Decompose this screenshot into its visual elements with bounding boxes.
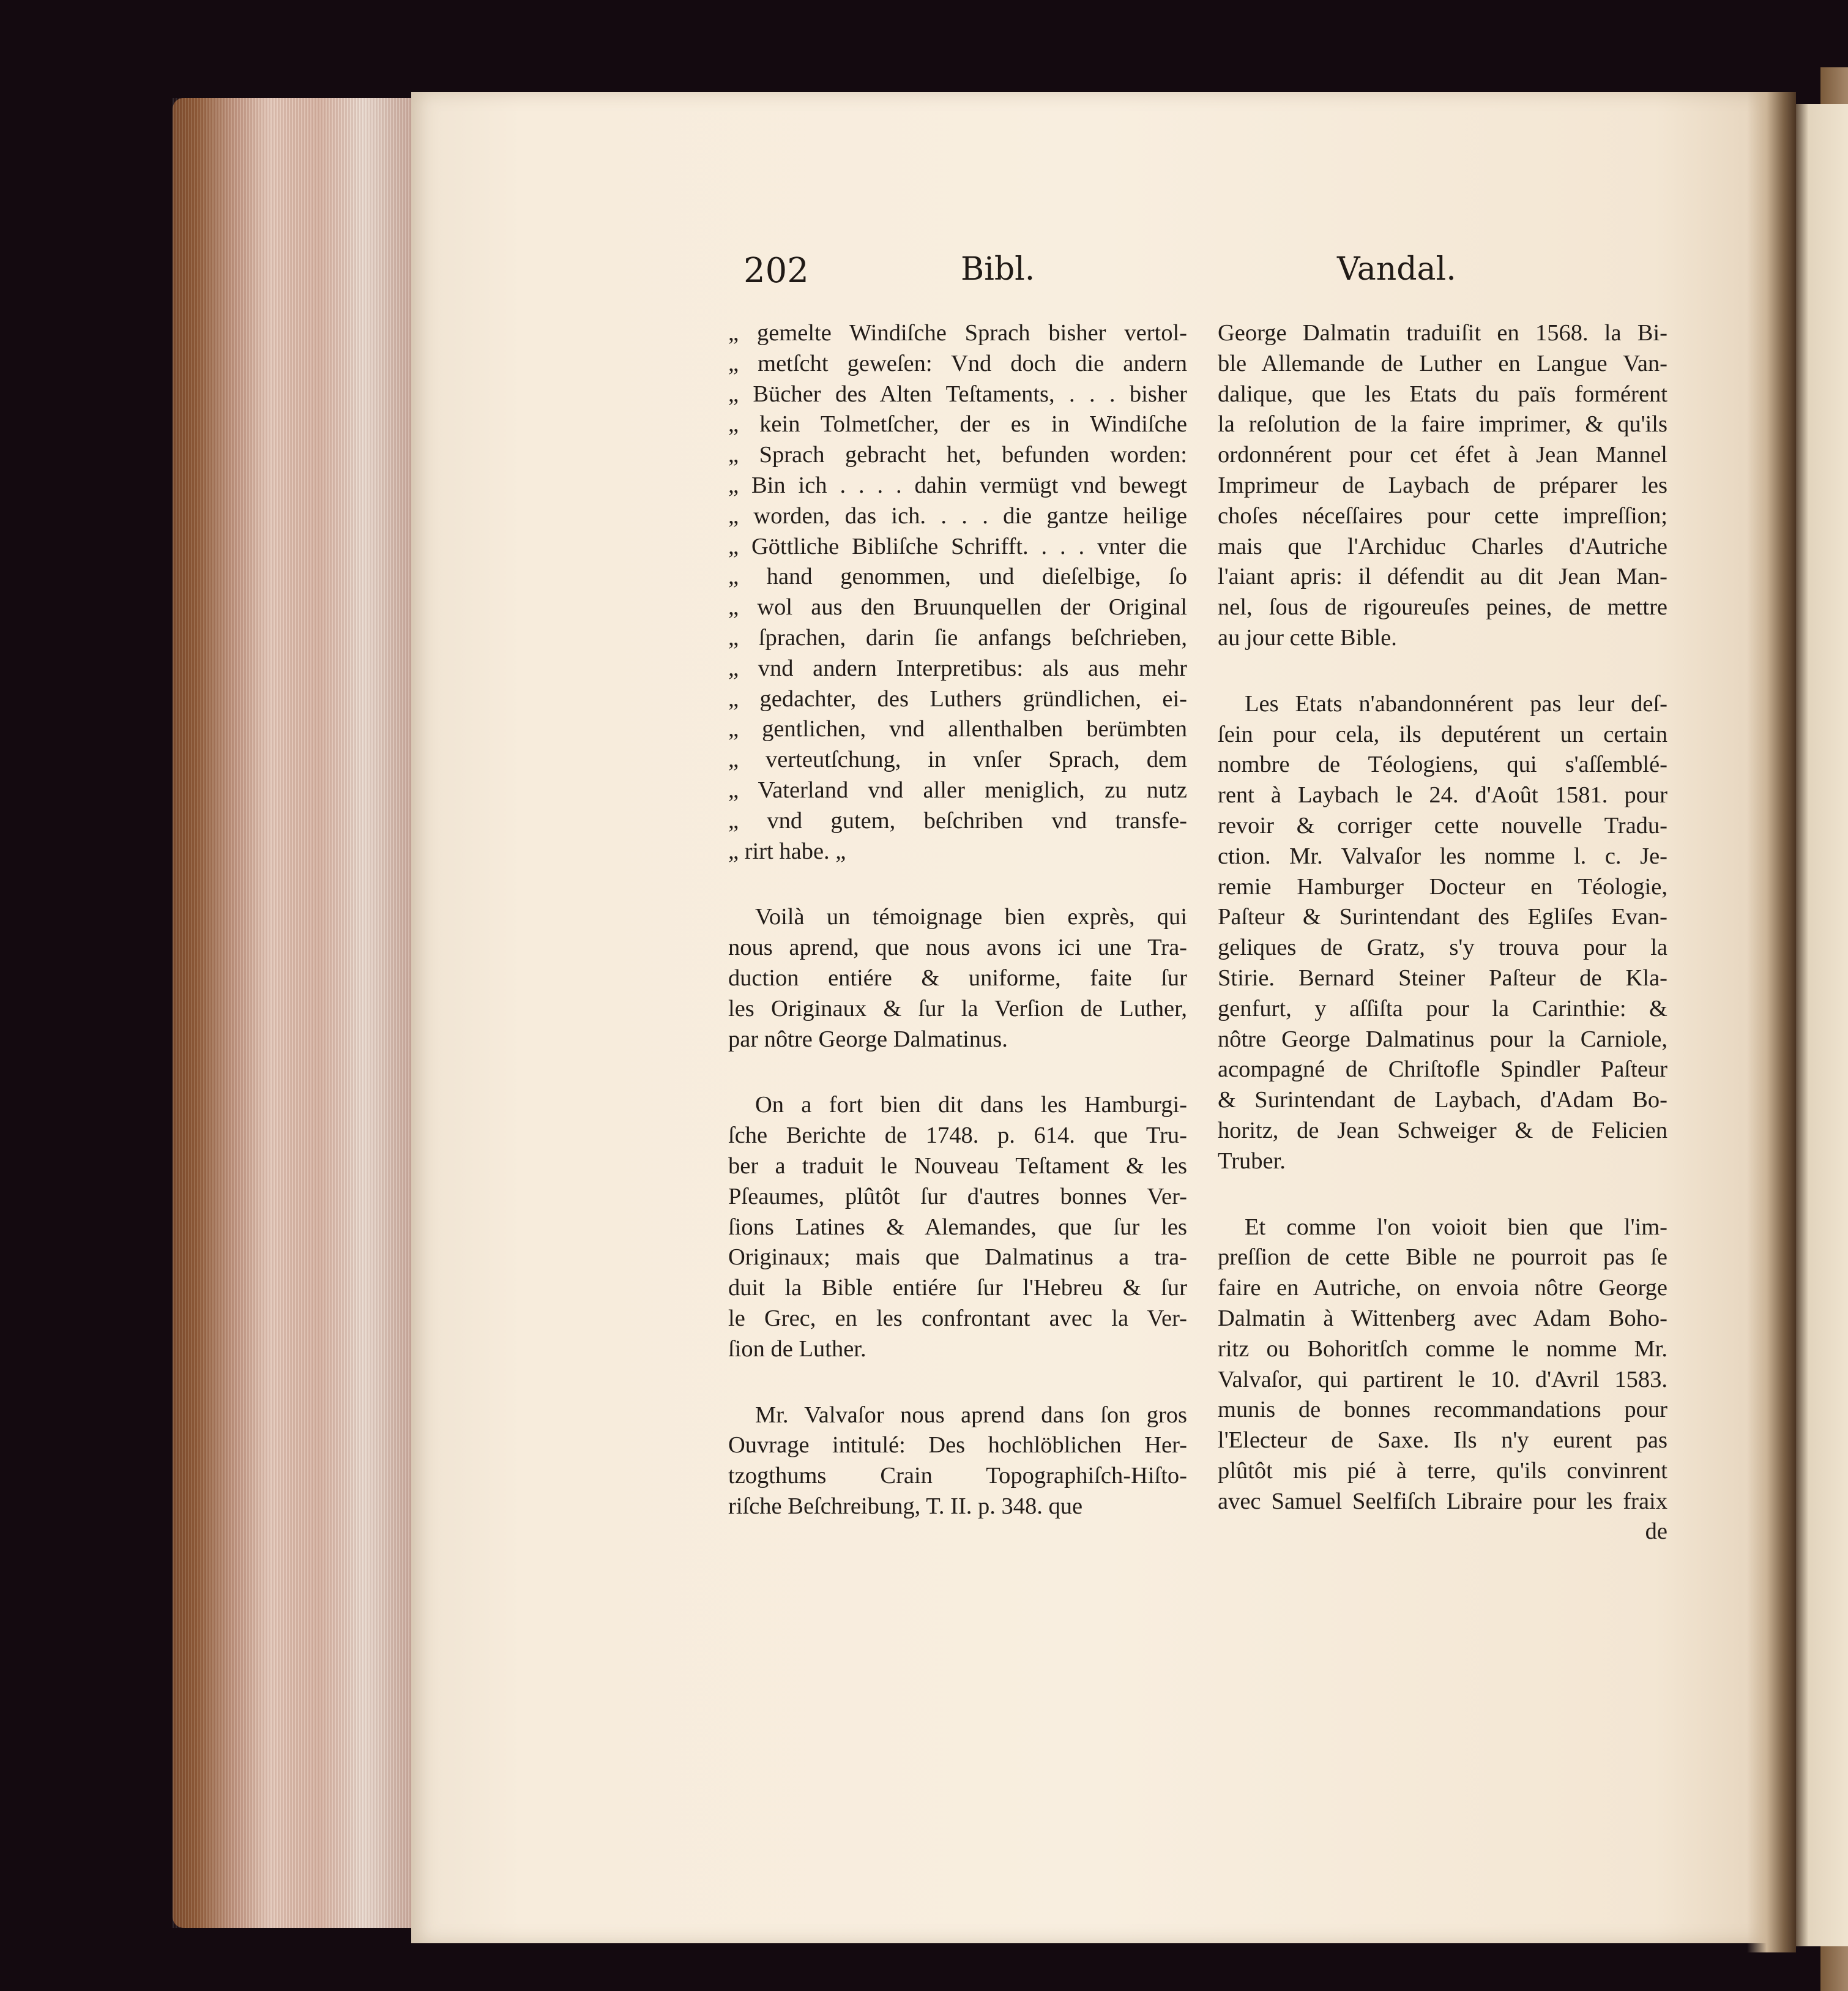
text-line: ſions Latines & Alemandes, que ſur les: [728, 1214, 1187, 1240]
text-line: munis de bonnes recommandations pour: [1218, 1397, 1667, 1423]
text-line: „ Vaterland vnd aller meniglich, zu nutz: [728, 777, 1187, 803]
text-line: „ Bücher des Alten Teſtaments, . . . bisher: [728, 381, 1187, 407]
text-line: rent à Laybach le 24. d'Août 1581. pour: [1218, 782, 1667, 809]
text-line: nous aprend, que nous avons ici une Tra-: [728, 935, 1187, 961]
text-line: Paſteur & Surintendant des Egliſes Evan-: [1218, 904, 1667, 930]
paragraph-gap: [728, 867, 1187, 902]
text-line: revoir & corriger cette nouvelle Tradu-: [1218, 812, 1667, 839]
text-line: „ rirt habe. „: [728, 838, 846, 864]
text-line: Mr. Valvaſor nous aprend dans ſon gros: [755, 1402, 1187, 1428]
text-line: Et comme l'on voioit bien que l'im-: [1245, 1214, 1667, 1240]
text-line: geliques de Gratz, s'y trouva pour la: [1218, 935, 1667, 961]
paragraph-gap: [728, 1365, 1187, 1400]
text-line: „ Sprach gebracht het, befunden worden:: [728, 442, 1187, 468]
text-line: ordonnérent pour cet éfet à Jean Mannel: [1218, 442, 1667, 468]
text-line: de: [1645, 1518, 1667, 1545]
text-line: acompagné de Chriſtofle Spindler Paſteur: [1218, 1056, 1667, 1083]
text-line: mais que l'Archiduc Charles d'Autriche: [1218, 533, 1667, 559]
text-line: Imprimeur de Laybach de préparer les: [1218, 472, 1667, 498]
text-line: „ gemelte Windiſche Sprach bisher vertol-: [728, 320, 1187, 346]
text-line: „ metſcht geweſen: Vnd doch die andern: [728, 350, 1187, 376]
text-line: Ouvrage intitulé: Des hochlöblichen Her-: [728, 1432, 1187, 1459]
text-line: ction. Mr. Valvaſor les nomme l. c. Je-: [1218, 843, 1667, 869]
text-line: avec Samuel Seelfiſch Libraire pour les fraix: [1218, 1488, 1667, 1514]
text-line: ſion de Luther.: [728, 1335, 866, 1362]
text-line: Originaux; mais que Dalmatinus a tra-: [728, 1244, 1187, 1271]
text-line: nôtre George Dalmatinus pour la Carniole,: [1218, 1026, 1667, 1052]
text-line: tzogthums Crain Topographiſch-Hiſto-: [728, 1463, 1187, 1489]
text-line: „ gedachter, des Luthers gründlichen, ei-: [728, 685, 1187, 712]
text-line: genfurt, y aſſiſta pour la Carinthie: &: [1218, 995, 1667, 1022]
text-line: „ gentlichen, vnd allenthalben berümbten: [728, 716, 1187, 742]
paragraph-gap: [728, 1055, 1187, 1090]
text-line: Les Etats n'abandonnérent pas leur deſ-: [1245, 690, 1667, 717]
text-line: par nôtre George Dalmatinus.: [728, 1026, 1008, 1052]
text-line: Stirie. Bernard Steiner Paſteur de Kla-: [1218, 965, 1667, 991]
text-line: plûtôt mis pié à terre, qu'ils convinrent: [1218, 1457, 1667, 1484]
text-line: le Grec, en les confrontant avec la Ver-: [728, 1305, 1187, 1331]
text-line: nel, ſous de rigoureuſes peines, de mettre: [1218, 594, 1667, 621]
text-line: horitz, de Jean Schweiger & de Felicien: [1218, 1117, 1667, 1143]
running-header: [743, 251, 1664, 306]
text-line: ſche Berichte de 1748. p. 614. que Tru-: [728, 1123, 1187, 1149]
text-line: „ hand genommen, und dieſelbige, ſo: [728, 564, 1187, 590]
text-line: Dalmatin à Wittenberg avec Adam Boho-: [1218, 1305, 1667, 1331]
text-line: „ worden, das ich. . . . die gantze heilige: [728, 502, 1187, 529]
text-line: „ Bin ich . . . . dahin vermügt vnd bewegt: [728, 472, 1187, 498]
text-line: ber a traduit le Nouveau Teſtament & les: [728, 1152, 1187, 1179]
text-line: „ vnd gutem, beſchriben vnd transfe-: [728, 807, 1187, 834]
text-line: „ vnd andern Interpretibus: als aus mehr: [728, 655, 1187, 681]
text-line: remie Hamburger Docteur en Téologie,: [1218, 873, 1667, 900]
facing-page-edge: [1792, 104, 1848, 1946]
text-line: On a fort bien dit dans les Hamburgi-: [755, 1092, 1187, 1118]
text-line: dalique, que les Etats du païs formérent: [1218, 381, 1667, 407]
text-line: l'aiant apris: il défendit au dit Jean Man-: [1218, 564, 1667, 590]
text-line: „ wol aus den Bruunquellen der Original: [728, 594, 1187, 621]
text-line: au jour cette Bible.: [1218, 624, 1397, 651]
text-line: Truber.: [1218, 1148, 1286, 1174]
text-line: ritz ou Bohoritſch comme le nomme Mr.: [1218, 1335, 1667, 1362]
text-line: George Dalmatin traduiſit en 1568. la Bi-: [1218, 320, 1667, 346]
text-line: duction entiére & uniforme, faite ſur: [728, 965, 1187, 991]
text-line: ſein pour cela, ils deputérent un certain: [1218, 721, 1667, 747]
right-text-column: [1218, 318, 1667, 1547]
left-text-column: [728, 318, 1187, 1522]
text-line: l'Electeur de Saxe. Ils n'y eurent pas: [1218, 1427, 1667, 1454]
text-line: la reſolution de la faire imprimer, & qu'ils: [1218, 411, 1667, 438]
text-line: Pſeaumes, plûtôt ſur d'autres bonnes Ver-: [728, 1183, 1187, 1209]
running-title-right: Vandal.: [1337, 251, 1456, 288]
paragraph-gap: [1218, 654, 1667, 689]
page-number: 202: [743, 251, 809, 291]
page-gutter: [1747, 92, 1796, 1952]
text-line: preſſion de cette Bible ne pourroit pas ſe: [1218, 1244, 1667, 1271]
text-line: choſes néceſſaires pour cette impreſſion;: [1218, 502, 1667, 529]
text-line: „ ſprachen, darin ſie anfangs beſchrieben,: [728, 624, 1187, 651]
text-line: Valvaſor, qui partirent le 10. d'Avril 1583.: [1218, 1366, 1667, 1392]
text-line: les Originaux & ſur la Verſion de Luther,: [728, 995, 1187, 1022]
page-block-edge: [173, 98, 417, 1928]
text-line: „ kein Tolmetſcher, der es in Windiſche: [728, 411, 1187, 438]
text-line: ble Allemande de Luther en Langue Van-: [1218, 350, 1667, 376]
text-line: duit la Bible entiére ſur l'Hebreu & ſur: [728, 1275, 1187, 1301]
paragraph-gap: [1218, 1177, 1667, 1212]
text-line: riſche Beſchreibung, T. II. p. 348. que: [728, 1493, 1083, 1519]
text-line: „ Göttliche Bibliſche Schrifft. . . . vnter die: [728, 533, 1187, 559]
running-title-left: Bibl.: [961, 251, 1035, 288]
text-line: faire en Autriche, on envoia nôtre George: [1218, 1275, 1667, 1301]
text-line: „ verteutſchung, in vnſer Sprach, dem: [728, 747, 1187, 773]
text-line: Voilà un témoignage bien exprès, qui: [755, 904, 1187, 930]
text-line: & Surintendant de Laybach, d'Adam Bo-: [1218, 1087, 1667, 1113]
text-line: nombre de Téologiens, qui s'aſſemblé-: [1218, 752, 1667, 778]
